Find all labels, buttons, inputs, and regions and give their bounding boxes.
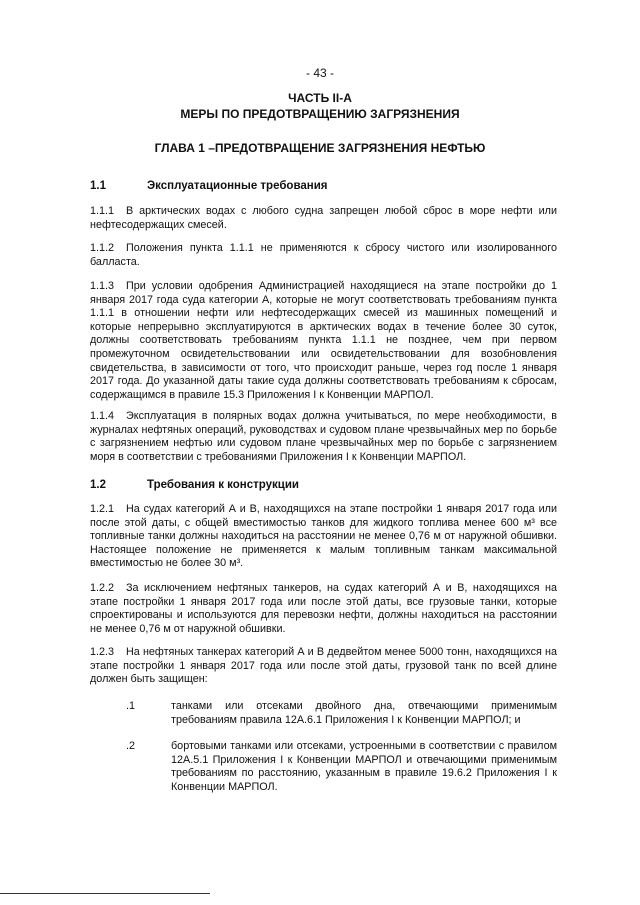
paragraph-number: 1.2.1 (90, 503, 115, 515)
paragraph-number: 1.1.4 (90, 410, 115, 422)
paragraph (90, 205, 557, 232)
list-item-number: .2 (126, 740, 136, 752)
paragraph-text: Положения пункта 1.1.1 не применяются к сбросу чистого или изолированного балласта. (90, 242, 557, 268)
section-heading (90, 479, 299, 491)
chapter-title: ГЛАВА 1 –ПРЕДОТВРАЩЕНИЕ ЗАГРЯЗНЕНИЯ НЕФТЬЮ (154, 141, 486, 155)
paragraph (90, 410, 557, 464)
footnote-divider (0, 893, 210, 894)
paragraph (90, 646, 557, 687)
paragraph-number: 1.1.2 (90, 242, 115, 254)
part-title: ЧАСТЬ II-А (288, 91, 352, 105)
part-subtitle: МЕРЫ ПО ПРЕДОТВРАЩЕНИЮ ЗАГРЯЗНЕНИЯ (180, 107, 460, 121)
paragraph-text: При условии одобрения Администрацией находящиеся на этапе постройки до 1 января 2017 года суда категории А, которые не могут соответствовать требованиям пункта 1.1.1 в отношении нефти или нефтесодержащих смесей из машинных помещений и которые непрерывно эксплуатируются в арктических водах в течение более 30 суток, должны соответствовать требованиям пункта 1.1.1 не позднее, чем при первом промежуточном освидетельствовании или освидетельствовании для возобновления свидетельства, в зависимости от того, что происходит раньше, через год после 1 января 2017 года. До указанной даты такие суда должны соответствовать требованиям к сбросам, содержащимся в правиле 15.3 Приложения I к Конвенции МАРПОЛ. (90, 280, 557, 401)
paragraph-text: В арктических водах с любого судна запрещен любой сброс в море нефти или нефтесодержащих смесей. (90, 205, 557, 231)
paragraph-number: 1.2.2 (90, 582, 115, 594)
paragraph (90, 242, 557, 269)
paragraph-text: Эксплуатация в полярных водах должна учитываться, по мере необходимости, в журналах нефтяных операций, руководствах и судовом плане чрезвычайных мер по борьбе с загрязнением нефтью или судовом плане чрезвычайных мер по борьбе с загрязнением моря в соответствии с требованиями Приложения I к Конвенции МАРПОЛ. (90, 410, 557, 463)
section-title: Эксплуатационные требования (147, 180, 328, 192)
paragraph-number: 1.1.3 (90, 280, 115, 292)
page-number: - 43 - (305, 66, 334, 80)
paragraph (90, 280, 557, 402)
paragraph (90, 503, 557, 571)
section-number: 1.2 (90, 479, 106, 491)
paragraph (90, 582, 557, 636)
paragraph-text: На нефтяных танкерах категорий А и В дедвейтом менее 5000 тонн, находящихся на этапе постройки 1 января 2017 года или после этой даты, грузовой танк по всей длине должен быть защищен: (90, 646, 557, 686)
part-heading (0, 90, 640, 122)
list-item-text: танками или отсеками двойного дна, отвечающими применимым требованиям правила 12А.6.1 Приложения I к Конвенции МАРПОЛ; и (171, 700, 557, 726)
list-item-number: .1 (126, 700, 136, 712)
paragraph-text: На судах категорий А и В, находящихся на этапе постройки 1 января 2017 года или после этой даты, с общей вместимостью танков для жидкого топлива менее 600 м³ все топливные танки должны находиться на расстоянии не менее 0,76 м от наружной обшивки. Настоящее положение не применяется к малым топливным танкам максимальной вместимостью не более 30 м³. (90, 503, 557, 570)
section-number: 1.1 (90, 180, 106, 192)
paragraph-number: 1.2.3 (90, 646, 115, 658)
section-heading (90, 180, 328, 192)
list-item (126, 740, 557, 794)
list-item (126, 700, 557, 727)
paragraph-text: За исключением нефтяных танкеров, на судах категорий А и В, находящихся на этапе постройки 1 января 2017 года или после этой даты, все грузовые танки, которые спроектированы и используются для перевозки нефти, должны находиться на расстоянии не менее 0,76 м от наружной обшивки. (90, 582, 557, 635)
section-title: Требования к конструкции (147, 479, 300, 491)
list-item-text: бортовыми танками или отсеками, устроенными в соответствии с правилом 12А.5.1 Приложения I к Конвенции МАРПОЛ и отвечающими применимым требованиям по расстоянию, указанным в правиле 19.6.2 Приложения I к Конвенции МАРПОЛ. (171, 740, 557, 793)
paragraph-number: 1.1.1 (90, 205, 115, 217)
